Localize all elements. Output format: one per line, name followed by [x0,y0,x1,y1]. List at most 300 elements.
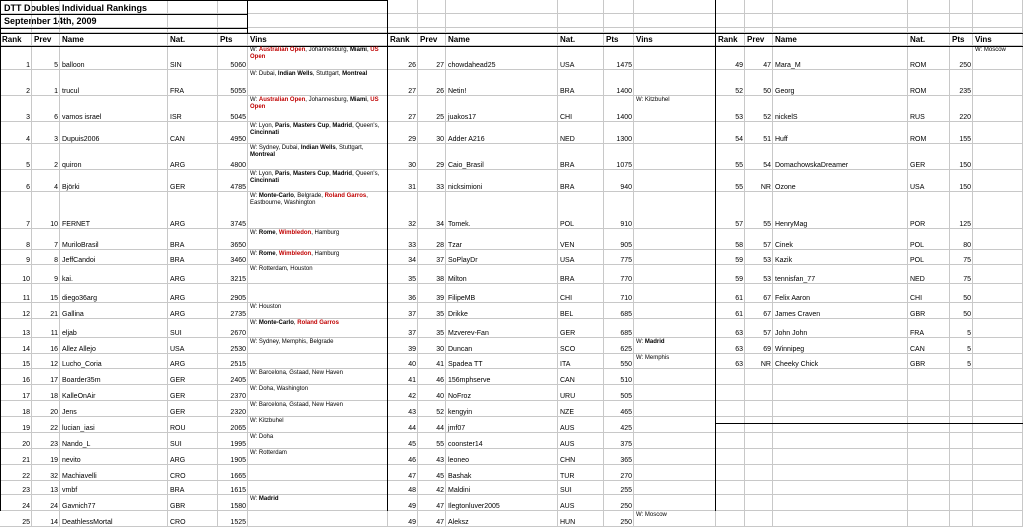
cell-prev[interactable]: 35 [436,330,444,337]
cell-nat[interactable]: ARG [170,361,186,368]
cell-nat[interactable]: USA [170,346,185,353]
cell-prev[interactable]: 55 [436,441,444,448]
cell-nat[interactable]: CRO [170,473,186,480]
cell-rank[interactable]: 14 [22,346,30,353]
cell-pts[interactable]: 5060 [230,62,246,69]
cell-name[interactable]: kai. [62,276,73,283]
cell-prev[interactable]: 28 [436,242,444,249]
cell-vins[interactable] [248,192,388,229]
cell-rank[interactable]: 27 [408,88,416,95]
cell-rank[interactable]: 54 [735,136,743,143]
cell-name[interactable]: Ozone [775,184,796,191]
cell-prev[interactable]: 52 [763,114,771,121]
cell-name[interactable]: SoPlayDr [448,257,478,264]
cell-prev[interactable]: 57 [763,330,771,337]
cell-pts[interactable]: 1615 [230,487,246,494]
cell-rank[interactable]: 45 [408,441,416,448]
cell-name[interactable]: nicksimioni [448,184,483,191]
cell-rank[interactable]: 52 [735,88,743,95]
cell-prev[interactable]: 30 [436,136,444,143]
cell-nat[interactable]: SUI [560,487,572,494]
cell-vins[interactable] [634,70,716,96]
cell-pts[interactable]: 1905 [230,457,246,464]
cell-nat[interactable]: CHN [560,457,576,464]
cell-rank[interactable]: 12 [22,311,30,318]
cell-pts[interactable]: 50 [963,311,971,318]
cell-pts[interactable]: 5 [967,361,971,368]
cell-vins[interactable] [248,122,388,144]
column-header-rank[interactable]: Rank [2,35,22,44]
cell-prev[interactable]: 41 [436,361,444,368]
cell-name[interactable]: MuriloBrasil [62,242,99,249]
cell-vins[interactable] [248,417,388,433]
cell-vins[interactable] [634,465,716,481]
cell-name[interactable]: Maldini [448,487,471,494]
cell-rank[interactable]: 47 [408,473,416,480]
cell-pts[interactable]: 770 [620,276,632,283]
cell-pts[interactable]: 50 [963,295,971,302]
cell-name[interactable]: FERNET [62,221,90,228]
cell-name[interactable]: Dupuis2006 [62,136,100,143]
cell-name[interactable]: KalleOnAir [62,393,96,400]
cell-rank[interactable]: 37 [408,330,416,337]
cell-prev[interactable]: 69 [763,346,771,353]
cell-nat[interactable]: USA [910,184,925,191]
cell-nat[interactable]: GER [170,393,186,400]
cell-prev[interactable]: 26 [436,88,444,95]
cell-name[interactable]: Drikke [448,311,468,318]
cell-nat[interactable]: GER [560,330,576,337]
cell-pts[interactable]: 5 [967,346,971,353]
cell-nat[interactable]: ROU [170,425,186,432]
cell-name[interactable]: Lucho_Coria [62,361,102,368]
cell-prev[interactable]: 40 [436,393,444,400]
cell-prev[interactable]: 1 [54,88,58,95]
cell-vins[interactable] [248,170,388,192]
cell-pts[interactable]: 3460 [230,257,246,264]
cell-rank[interactable]: 31 [408,184,416,191]
cell-vins[interactable] [973,122,1023,144]
cell-nat[interactable]: CAN [560,377,575,384]
cell-nat[interactable]: CHI [560,295,573,302]
cell-vins[interactable] [248,70,388,96]
cell-pts[interactable]: 4785 [230,184,246,191]
cell-vins[interactable] [973,192,1023,229]
cell-pts[interactable]: 75 [963,276,971,283]
cell-pts[interactable]: 685 [620,330,632,337]
cell-rank[interactable]: 7 [26,221,30,228]
cell-pts[interactable]: 2530 [230,346,246,353]
cell-rank[interactable]: 55 [735,184,743,191]
cell-nat[interactable]: ARG [170,221,186,228]
cell-pts[interactable]: 625 [620,346,632,353]
cell-prev[interactable]: 51 [763,136,771,143]
cell-rank[interactable]: 27 [408,114,416,121]
cell-nat[interactable]: POL [910,257,925,264]
cell-rank[interactable]: 17 [22,393,30,400]
cell-prev[interactable]: 20 [50,409,58,416]
cell-vins[interactable] [634,481,716,495]
cell-pts[interactable]: 465 [620,409,632,416]
cell-vins[interactable] [248,449,388,465]
cell-nat[interactable]: GBR [910,361,926,368]
cell-prev[interactable]: 10 [50,221,58,228]
cell-pts[interactable]: 5055 [230,88,246,95]
cell-vins[interactable] [634,319,716,338]
cell-rank[interactable]: 16 [22,377,30,384]
cell-nat[interactable]: AUS [560,441,575,448]
cell-nat[interactable]: ARG [170,457,186,464]
cell-pts[interactable]: 505 [620,393,632,400]
cell-name[interactable]: Mzverev-Fan [448,330,489,337]
cell-prev[interactable]: 47 [436,519,444,526]
cell-rank[interactable]: 2 [26,88,30,95]
cell-name[interactable]: DeathlessMortal [62,519,113,526]
cell-name[interactable]: Allez Allejo [62,346,96,353]
cell-pts[interactable]: 2405 [230,377,246,384]
cell-rank[interactable]: 42 [408,393,416,400]
cell-nat[interactable]: GER [910,162,926,169]
cell-vins[interactable] [248,354,388,369]
cell-prev[interactable]: 13 [50,487,58,494]
cell-prev[interactable]: 16 [50,346,58,353]
cell-rank[interactable]: 34 [408,257,416,264]
cell-prev[interactable]: 33 [436,184,444,191]
column-header-name[interactable]: Name [775,35,797,44]
cell-prev[interactable]: 25 [436,114,444,121]
cell-rank[interactable]: 63 [735,330,743,337]
cell-nat[interactable]: BRA [560,162,575,169]
cell-name[interactable]: Gavnich77 [62,503,96,510]
column-header-pts[interactable]: Pts [952,35,965,44]
cell-name[interactable]: Milton [448,276,467,283]
cell-pts[interactable]: 1580 [230,503,246,510]
cell-name[interactable]: Nando_L [62,441,91,448]
cell-prev[interactable]: NR [760,184,771,191]
cell-rank[interactable]: 46 [408,457,416,464]
cell-pts[interactable]: 270 [620,473,632,480]
cell-prev[interactable]: 34 [436,221,444,228]
cell-vins[interactable] [973,338,1023,354]
cell-rank[interactable]: 57 [735,221,743,228]
cell-pts[interactable]: 155 [959,136,971,143]
cell-prev[interactable]: 43 [436,457,444,464]
column-header-vins[interactable]: Vins [250,35,267,44]
cell-nat[interactable]: HUN [560,519,576,526]
cell-name[interactable]: NoFroz [448,393,471,400]
cell-name[interactable]: 156mphserve [448,377,491,384]
cell-vins[interactable] [973,284,1023,303]
cell-name[interactable]: jmf07 [448,425,466,432]
cell-rank[interactable]: 26 [408,62,416,69]
cell-name[interactable]: quiron [62,162,82,169]
cell-vins[interactable] [634,96,716,122]
cell-pts[interactable]: 550 [620,361,632,368]
cell-pts[interactable]: 1400 [616,114,632,121]
cell-nat[interactable]: GER [170,377,186,384]
cell-rank[interactable]: 8 [26,242,30,249]
cell-rank[interactable]: 35 [408,276,416,283]
cell-nat[interactable]: GER [170,184,186,191]
cell-nat[interactable]: BRA [560,88,575,95]
cell-pts[interactable]: 150 [959,184,971,191]
cell-vins[interactable] [973,250,1023,265]
cell-vins[interactable] [634,369,716,385]
cell-prev[interactable]: 67 [763,295,771,302]
cell-prev[interactable]: 29 [436,162,444,169]
cell-rank[interactable]: 30 [408,162,416,169]
cell-vins[interactable] [248,319,388,338]
cell-name[interactable]: coonster14 [448,441,483,448]
cell-pts[interactable]: 1400 [616,88,632,95]
cell-prev[interactable]: 46 [436,377,444,384]
cell-pts[interactable]: 250 [620,503,632,510]
cell-rank[interactable]: 59 [735,257,743,264]
cell-pts[interactable]: 5 [967,330,971,337]
cell-rank[interactable]: 49 [408,503,416,510]
cell-name[interactable]: vmbf [62,487,78,494]
column-header-prev[interactable]: Prev [747,35,765,44]
cell-nat[interactable]: POL [910,242,925,249]
cell-name[interactable]: trucul [62,88,80,95]
cell-nat[interactable]: NED [910,276,925,283]
cell-name[interactable]: Mara_M [775,62,801,69]
cell-pts[interactable]: 425 [620,425,632,432]
cell-vins[interactable] [248,303,388,319]
cell-vins[interactable] [634,511,716,527]
column-header-prev[interactable]: Prev [420,35,438,44]
cell-name[interactable]: Tzar [448,242,462,249]
cell-name[interactable]: leoneo [448,457,470,464]
cell-prev[interactable]: 19 [50,457,58,464]
cell-pts[interactable]: 905 [620,242,632,249]
cell-nat[interactable]: ROM [910,136,927,143]
cell-pts[interactable]: 685 [620,311,632,318]
cell-rank[interactable]: 18 [22,409,30,416]
cell-name[interactable]: Gallina [62,311,84,318]
cell-name[interactable]: Aleksz [448,519,469,526]
cell-pts[interactable]: 2065 [230,425,246,432]
cell-prev[interactable]: 6 [54,114,58,121]
column-header-pts[interactable]: Pts [220,35,233,44]
cell-vins[interactable] [973,265,1023,284]
cell-name[interactable]: Netin! [448,88,467,95]
cell-prev[interactable]: 3 [54,136,58,143]
cell-prev[interactable]: 47 [436,503,444,510]
cell-prev[interactable]: 27 [436,62,444,69]
cell-pts[interactable]: 125 [959,221,971,228]
cell-prev[interactable]: 50 [763,88,771,95]
cell-vins[interactable] [634,417,716,433]
cell-name[interactable]: Cheeky Chick [775,361,819,368]
cell-rank[interactable]: 19 [22,425,30,432]
cell-rank[interactable]: 24 [22,503,30,510]
cell-name[interactable]: Caio_Brasil [448,162,484,169]
column-header-name[interactable]: Name [448,35,470,44]
cell-name[interactable]: HenryMag [775,221,808,228]
cell-nat[interactable]: ARG [170,311,186,318]
cell-prev[interactable]: 18 [50,393,58,400]
cell-pts[interactable]: 4950 [230,136,246,143]
cell-prev[interactable]: 2 [54,162,58,169]
cell-name[interactable]: nickelS [775,114,798,121]
cell-prev[interactable]: 15 [50,295,58,302]
cell-rank[interactable]: 53 [735,114,743,121]
cell-prev[interactable]: 30 [436,346,444,353]
cell-prev[interactable]: 37 [436,257,444,264]
cell-name[interactable]: James Craven [775,311,821,318]
cell-nat[interactable]: ARG [170,295,186,302]
cell-nat[interactable]: TUR [560,473,575,480]
cell-name[interactable]: chowdahead25 [448,62,496,69]
cell-vins[interactable] [248,144,388,170]
cell-rank[interactable]: 63 [735,361,743,368]
column-header-nat[interactable]: Nat. [560,35,576,44]
cell-name[interactable]: Georg [775,88,795,95]
cell-pts[interactable]: 250 [620,519,632,526]
cell-rank[interactable]: 29 [408,136,416,143]
cell-prev[interactable]: 55 [763,221,771,228]
cell-rank[interactable]: 58 [735,242,743,249]
cell-nat[interactable]: ISR [170,114,182,121]
cell-pts[interactable]: 150 [959,162,971,169]
cell-nat[interactable]: BRA [170,257,185,264]
cell-rank[interactable]: 25 [22,519,30,526]
cell-nat[interactable]: GBR [910,311,926,318]
cell-prev[interactable]: 67 [763,311,771,318]
cell-vins[interactable] [248,96,388,122]
cell-nat[interactable]: NED [560,136,575,143]
cell-vins[interactable] [248,385,388,401]
cell-pts[interactable]: 775 [620,257,632,264]
cell-prev[interactable]: 32 [50,473,58,480]
cell-prev[interactable]: 47 [763,62,771,69]
cell-name[interactable]: Huff [775,136,788,143]
cell-vins[interactable] [973,354,1023,369]
cell-prev[interactable]: 35 [436,311,444,318]
cell-rank[interactable]: 4 [26,136,30,143]
cell-vins[interactable] [634,354,716,369]
cell-nat[interactable]: GER [170,409,186,416]
cell-prev[interactable]: 8 [54,257,58,264]
cell-nat[interactable]: POL [560,221,575,228]
cell-prev[interactable]: 12 [50,361,58,368]
cell-name[interactable]: Ilegtonluver2005 [448,503,500,510]
cell-name[interactable]: John John [775,330,808,337]
cell-vins[interactable] [634,265,716,284]
cell-nat[interactable]: BRA [560,184,575,191]
cell-rank[interactable]: 59 [735,276,743,283]
cell-prev[interactable]: 21 [50,311,58,318]
cell-name[interactable]: Spadea TT [448,361,483,368]
column-header-rank[interactable]: Rank [718,35,738,44]
cell-pts[interactable]: 710 [620,295,632,302]
cell-pts[interactable]: 2370 [230,393,246,400]
cell-prev[interactable]: NR [760,361,771,368]
cell-vins[interactable] [634,144,716,170]
cell-prev[interactable]: 5 [54,62,58,69]
column-header-vins[interactable]: Vins [636,35,653,44]
cell-vins[interactable] [634,433,716,449]
cell-vins[interactable] [973,319,1023,338]
cell-vins[interactable] [634,401,716,417]
cell-vins[interactable] [248,481,388,495]
column-header-vins[interactable]: Vins [975,35,992,44]
cell-vins[interactable] [634,122,716,144]
cell-vins[interactable] [634,303,716,319]
cell-prev[interactable]: 42 [436,487,444,494]
cell-nat[interactable]: ROM [910,88,927,95]
cell-nat[interactable]: RUS [910,114,925,121]
cell-vins[interactable] [634,284,716,303]
cell-nat[interactable]: FRA [910,330,924,337]
cell-nat[interactable]: AUS [560,503,575,510]
cell-name[interactable]: Bashak [448,473,472,480]
cell-nat[interactable]: SCO [560,346,576,353]
column-header-pts[interactable]: Pts [606,35,619,44]
cell-prev[interactable]: 4 [54,184,58,191]
cell-name[interactable]: tennisfan_77 [775,276,816,283]
cell-pts[interactable]: 2670 [230,330,246,337]
cell-rank[interactable]: 36 [408,295,416,302]
cell-rank[interactable]: 23 [22,487,30,494]
cell-prev[interactable]: 24 [50,503,58,510]
cell-vins[interactable] [634,449,716,465]
cell-prev[interactable]: 57 [763,242,771,249]
cell-pts[interactable]: 235 [959,88,971,95]
cell-nat[interactable]: CAN [170,136,185,143]
cell-pts[interactable]: 1075 [616,162,632,169]
cell-vins[interactable] [634,385,716,401]
column-header-name[interactable]: Name [62,35,84,44]
cell-pts[interactable]: 2515 [230,361,246,368]
cell-pts[interactable]: 910 [620,221,632,228]
cell-vins[interactable] [973,229,1023,250]
cell-nat[interactable]: ROM [910,62,927,69]
cell-nat[interactable]: POR [910,221,926,228]
cell-name[interactable]: Cinek [775,242,793,249]
column-header-rank[interactable]: Rank [390,35,410,44]
cell-vins[interactable] [634,46,716,70]
cell-pts[interactable]: 75 [963,257,971,264]
cell-prev[interactable]: 38 [436,276,444,283]
cell-pts[interactable]: 1300 [616,136,632,143]
cell-pts[interactable]: 255 [620,487,632,494]
cell-nat[interactable]: BRA [170,242,185,249]
cell-vins[interactable] [248,369,388,385]
cell-pts[interactable]: 1665 [230,473,246,480]
cell-vins[interactable] [634,229,716,250]
cell-name[interactable]: FilipeMB [448,295,476,302]
cell-prev[interactable]: 22 [50,425,58,432]
cell-rank[interactable]: 20 [22,441,30,448]
cell-vins[interactable] [248,284,388,303]
cell-nat[interactable]: BRA [170,487,185,494]
cell-rank[interactable]: 10 [22,276,30,283]
cell-rank[interactable]: 41 [408,377,416,384]
cell-nat[interactable]: SUI [170,330,182,337]
cell-rank[interactable]: 11 [22,295,30,302]
cell-rank[interactable]: 22 [22,473,30,480]
cell-nat[interactable]: CRO [170,519,186,526]
cell-nat[interactable]: GBR [170,503,186,510]
cell-rank[interactable]: 63 [735,346,743,353]
cell-prev[interactable]: 7 [54,242,58,249]
cell-nat[interactable]: CHI [560,114,573,121]
cell-rank[interactable]: 61 [735,295,743,302]
cell-prev[interactable]: 9 [54,276,58,283]
cell-rank[interactable]: 40 [408,361,416,368]
